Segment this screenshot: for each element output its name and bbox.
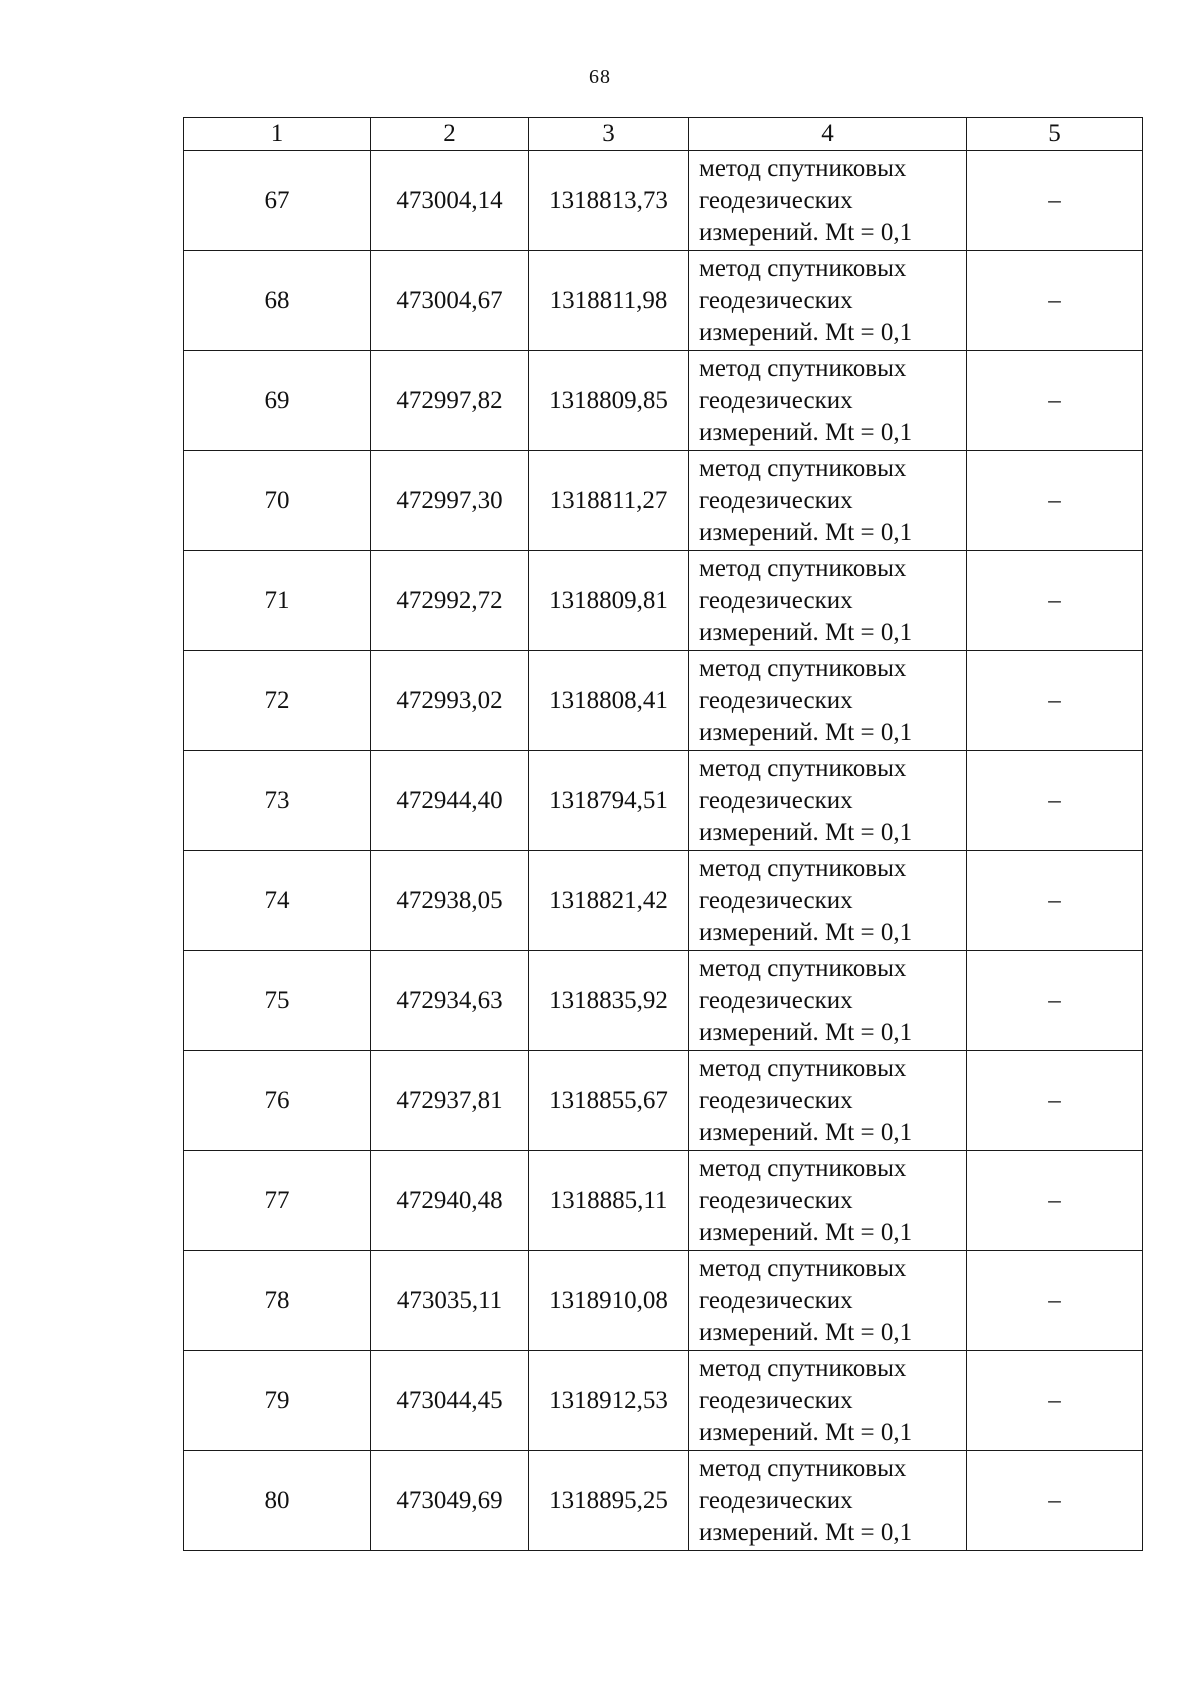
method-text-line: метод спутниковых [699, 1154, 907, 1182]
table-row [184, 1451, 1143, 1551]
header-cell-3: 3 [529, 118, 689, 151]
note-cell: – [967, 651, 1143, 751]
method-text-line: измерений. Mt = 0,1 [699, 1218, 913, 1246]
method-text-line: геодезических [699, 786, 853, 814]
y-coordinate-cell: 1318895,25 [529, 1451, 689, 1551]
y-coordinate-cell: 1318809,85 [529, 351, 689, 451]
header-cell-2: 2 [371, 118, 529, 151]
y-coordinate-cell: 1318809,81 [529, 551, 689, 651]
table-row [184, 951, 1143, 1051]
coordinates-table [183, 117, 1143, 1551]
method-cell [689, 951, 967, 1051]
table-row [184, 1051, 1143, 1151]
y-coordinate-cell: 1318811,98 [529, 251, 689, 351]
method-text-line: метод спутниковых [699, 1454, 907, 1482]
method-text-line: геодезических [699, 586, 853, 614]
point-number-cell: 67 [184, 151, 371, 251]
method-text-line: метод спутниковых [699, 454, 907, 482]
x-coordinate-cell: 472944,40 [371, 751, 529, 851]
x-coordinate-cell: 472997,30 [371, 451, 529, 551]
method-text-line: измерений. Mt = 0,1 [699, 1418, 913, 1446]
y-coordinate-cell: 1318794,51 [529, 751, 689, 851]
method-text-line: геодезических [699, 186, 853, 214]
y-coordinate-cell: 1318910,08 [529, 1251, 689, 1351]
method-text-line: геодезических [699, 486, 853, 514]
method-text-line: метод спутниковых [699, 1254, 907, 1282]
method-text-line: геодезических [699, 386, 853, 414]
method-text-line: геодезических [699, 1386, 853, 1414]
method-cell [689, 751, 967, 851]
x-coordinate-cell: 473049,69 [371, 1451, 529, 1551]
method-text-line: геодезических [699, 986, 853, 1014]
point-number-cell: 68 [184, 251, 371, 351]
method-text-line: измерений. Mt = 0,1 [699, 1118, 913, 1146]
y-coordinate-cell: 1318813,73 [529, 151, 689, 251]
table-row [184, 551, 1143, 651]
method-text-line: метод спутниковых [699, 154, 907, 182]
point-number-cell: 72 [184, 651, 371, 751]
method-text-line: измерений. Mt = 0,1 [699, 218, 913, 246]
method-cell [689, 1451, 967, 1551]
method-cell [689, 851, 967, 951]
point-number-cell: 75 [184, 951, 371, 1051]
note-cell: – [967, 1251, 1143, 1351]
method-cell [689, 251, 967, 351]
method-text-line: метод спутниковых [699, 354, 907, 382]
method-text-line: метод спутниковых [699, 854, 907, 882]
method-text-line: измерений. Mt = 0,1 [699, 818, 913, 846]
method-text-line: измерений. Mt = 0,1 [699, 618, 913, 646]
table-header [184, 118, 1143, 151]
point-number-cell: 73 [184, 751, 371, 851]
x-coordinate-cell: 472993,02 [371, 651, 529, 751]
method-cell [689, 1051, 967, 1151]
point-number-cell: 71 [184, 551, 371, 651]
table-row [184, 1151, 1143, 1251]
method-text-line: геодезических [699, 686, 853, 714]
point-number-cell: 79 [184, 1351, 371, 1451]
method-cell [689, 651, 967, 751]
point-number-cell: 69 [184, 351, 371, 451]
method-text-line: измерений. Mt = 0,1 [699, 1518, 913, 1546]
note-cell: – [967, 751, 1143, 851]
table-row [184, 751, 1143, 851]
method-text-line: метод спутниковых [699, 1354, 907, 1382]
table-row [184, 251, 1143, 351]
header-row [184, 118, 1143, 151]
method-text-line: метод спутниковых [699, 254, 907, 282]
method-text-line: измерений. Mt = 0,1 [699, 1318, 913, 1346]
method-cell [689, 351, 967, 451]
method-text-line: метод спутниковых [699, 754, 907, 782]
x-coordinate-cell: 473004,67 [371, 251, 529, 351]
method-text-line: измерений. Mt = 0,1 [699, 418, 913, 446]
method-text-line: измерений. Mt = 0,1 [699, 718, 913, 746]
method-cell [689, 1251, 967, 1351]
y-coordinate-cell: 1318912,53 [529, 1351, 689, 1451]
point-number-cell: 78 [184, 1251, 371, 1351]
method-text-line: измерений. Mt = 0,1 [699, 918, 913, 946]
table-row [184, 1251, 1143, 1351]
method-text-line: геодезических [699, 1186, 853, 1214]
method-text-line: измерений. Mt = 0,1 [699, 318, 913, 346]
x-coordinate-cell: 472937,81 [371, 1051, 529, 1151]
note-cell: – [967, 851, 1143, 951]
point-number-cell: 77 [184, 1151, 371, 1251]
x-coordinate-cell: 473044,45 [371, 1351, 529, 1451]
method-text-line: метод спутниковых [699, 954, 907, 982]
note-cell: – [967, 1151, 1143, 1251]
method-text-line: геодезических [699, 1286, 853, 1314]
x-coordinate-cell: 473035,11 [371, 1251, 529, 1351]
header-cell-4: 4 [689, 118, 967, 151]
point-number-cell: 76 [184, 1051, 371, 1151]
y-coordinate-cell: 1318885,11 [529, 1151, 689, 1251]
table-row [184, 151, 1143, 251]
y-coordinate-cell: 1318811,27 [529, 451, 689, 551]
method-text-line: геодезических [699, 1086, 853, 1114]
x-coordinate-cell: 472992,72 [371, 551, 529, 651]
method-text-line: геодезических [699, 286, 853, 314]
y-coordinate-cell: 1318855,67 [529, 1051, 689, 1151]
point-number-cell: 70 [184, 451, 371, 551]
note-cell: – [967, 1351, 1143, 1451]
note-cell: – [967, 251, 1143, 351]
method-text-line: измерений. Mt = 0,1 [699, 1018, 913, 1046]
method-cell [689, 151, 967, 251]
point-number-cell: 74 [184, 851, 371, 951]
note-cell: – [967, 151, 1143, 251]
page-number: 68 [589, 66, 611, 88]
table-row [184, 1351, 1143, 1451]
method-cell [689, 551, 967, 651]
point-number-cell: 80 [184, 1451, 371, 1551]
x-coordinate-cell: 472997,82 [371, 351, 529, 451]
table-row [184, 451, 1143, 551]
y-coordinate-cell: 1318808,41 [529, 651, 689, 751]
method-text-line: метод спутниковых [699, 1054, 907, 1082]
header-cell-1: 1 [184, 118, 371, 151]
note-cell: – [967, 1451, 1143, 1551]
x-coordinate-cell: 472938,05 [371, 851, 529, 951]
method-cell [689, 1351, 967, 1451]
table-body [184, 151, 1143, 1551]
method-text-line: метод спутниковых [699, 554, 907, 582]
x-coordinate-cell: 472934,63 [371, 951, 529, 1051]
method-text-line: измерений. Mt = 0,1 [699, 518, 913, 546]
x-coordinate-cell: 472940,48 [371, 1151, 529, 1251]
method-text-line: геодезических [699, 886, 853, 914]
y-coordinate-cell: 1318821,42 [529, 851, 689, 951]
method-cell [689, 1151, 967, 1251]
table-row [184, 651, 1143, 751]
table-row [184, 351, 1143, 451]
note-cell: – [967, 951, 1143, 1051]
x-coordinate-cell: 473004,14 [371, 151, 529, 251]
note-cell: – [967, 351, 1143, 451]
header-cell-5: 5 [967, 118, 1143, 151]
method-cell [689, 451, 967, 551]
note-cell: – [967, 1051, 1143, 1151]
method-text-line: метод спутниковых [699, 654, 907, 682]
note-cell: – [967, 551, 1143, 651]
method-text-line: геодезических [699, 1486, 853, 1514]
note-cell: – [967, 451, 1143, 551]
y-coordinate-cell: 1318835,92 [529, 951, 689, 1051]
table-row [184, 851, 1143, 951]
